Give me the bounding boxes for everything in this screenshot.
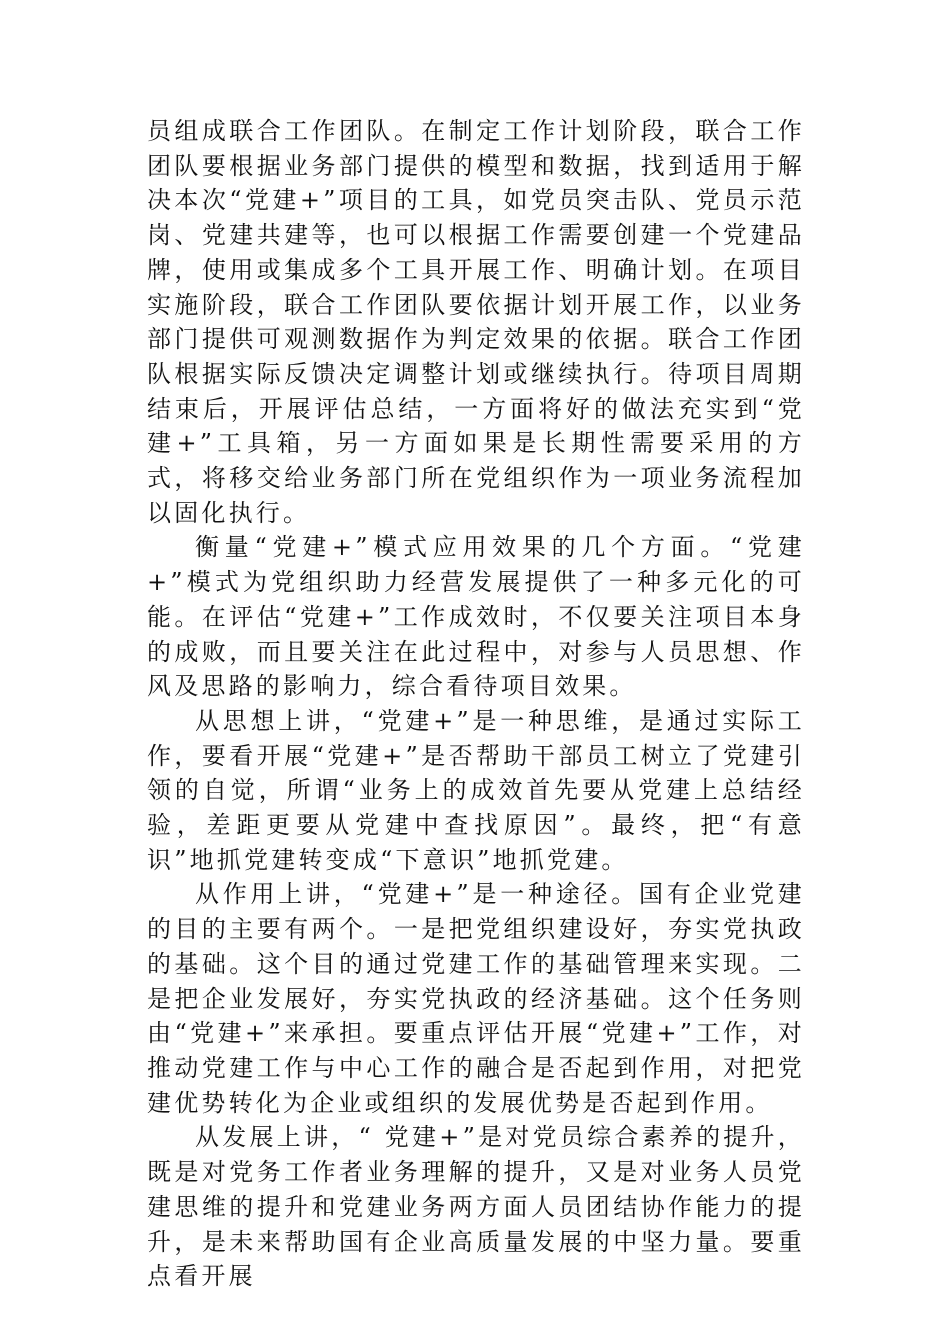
paragraph-4: 从作用上讲，“党建+”是一种途径。国有企业党建的目的主要有两个。一是把党组织建设好，夯实党执政的基础。这个目的通过党建工作的基础管理来实现。二是把企业发展好，夯实党执政的经济基础。这个任务则由“党建+”来承担。要重点评估开展“党建+”工作，对推动党建工作与中心工作的融合是否起到作用，对把党建优势转化为企业或组织的发展优势是否起到作用。: [147, 880, 805, 1117]
paragraph-3: 从思想上讲，“党建+”是一种思维，是通过实际工作，要看开展“党建+”是否帮助干部员工树立了党建引领的自觉，所谓“业务上的成效首先要从党建上总结经验，差距更要从党建中查找原因”。最终，把“有意识”地抓党建转变成“下意识”地抓党建。: [147, 706, 805, 874]
paragraph-1: 员组成联合工作团队。在制定工作计划阶段，联合工作团队要根据业务部门提供的模型和数据，找到适用于解决本次“党建+”项目的工具，如党员突击队、党员示范岗、党建共建等，也可以根据工作需要创建一个党建品牌，使用或集成多个工具开展工作、明确计划。在项目实施阶段，联合工作团队要依据计划开展工作，以业务部门提供可观测数据作为判定效果的依据。联合工作团队根据实际反馈决定调整计划或继续执行。待项目周期结束后，开展评估总结，一方面将好的做法充实到“党建+”工具箱，另一方面如果是长期性需要采用的方式，将移交给业务部门所在党组织作为一项业务流程加以固化执行。: [147, 117, 805, 527]
paragraph-5: 从发展上讲，“ 党建+”是对党员综合素养的提升，既是对党务工作者业务理解的提升，又是对业务人员党建思维的提升和党建业务两方面人员团结协作能力的提升，是未来帮助国有企业高质量发展的中坚力量。要重点看开展: [147, 1123, 805, 1291]
paragraph-2: 衡量“党建+”模式应用效果的几个方面。“党建+”模式为党组织助力经营发展提供了一种多元化的可能。在评估“党建+”工作成效时，不仅要关注项目本身的成败，而且要关注在此过程中，对参与人员思想、作风及思路的影响力，综合看待项目效果。: [147, 533, 805, 701]
document-page: [147, 114, 805, 1294]
